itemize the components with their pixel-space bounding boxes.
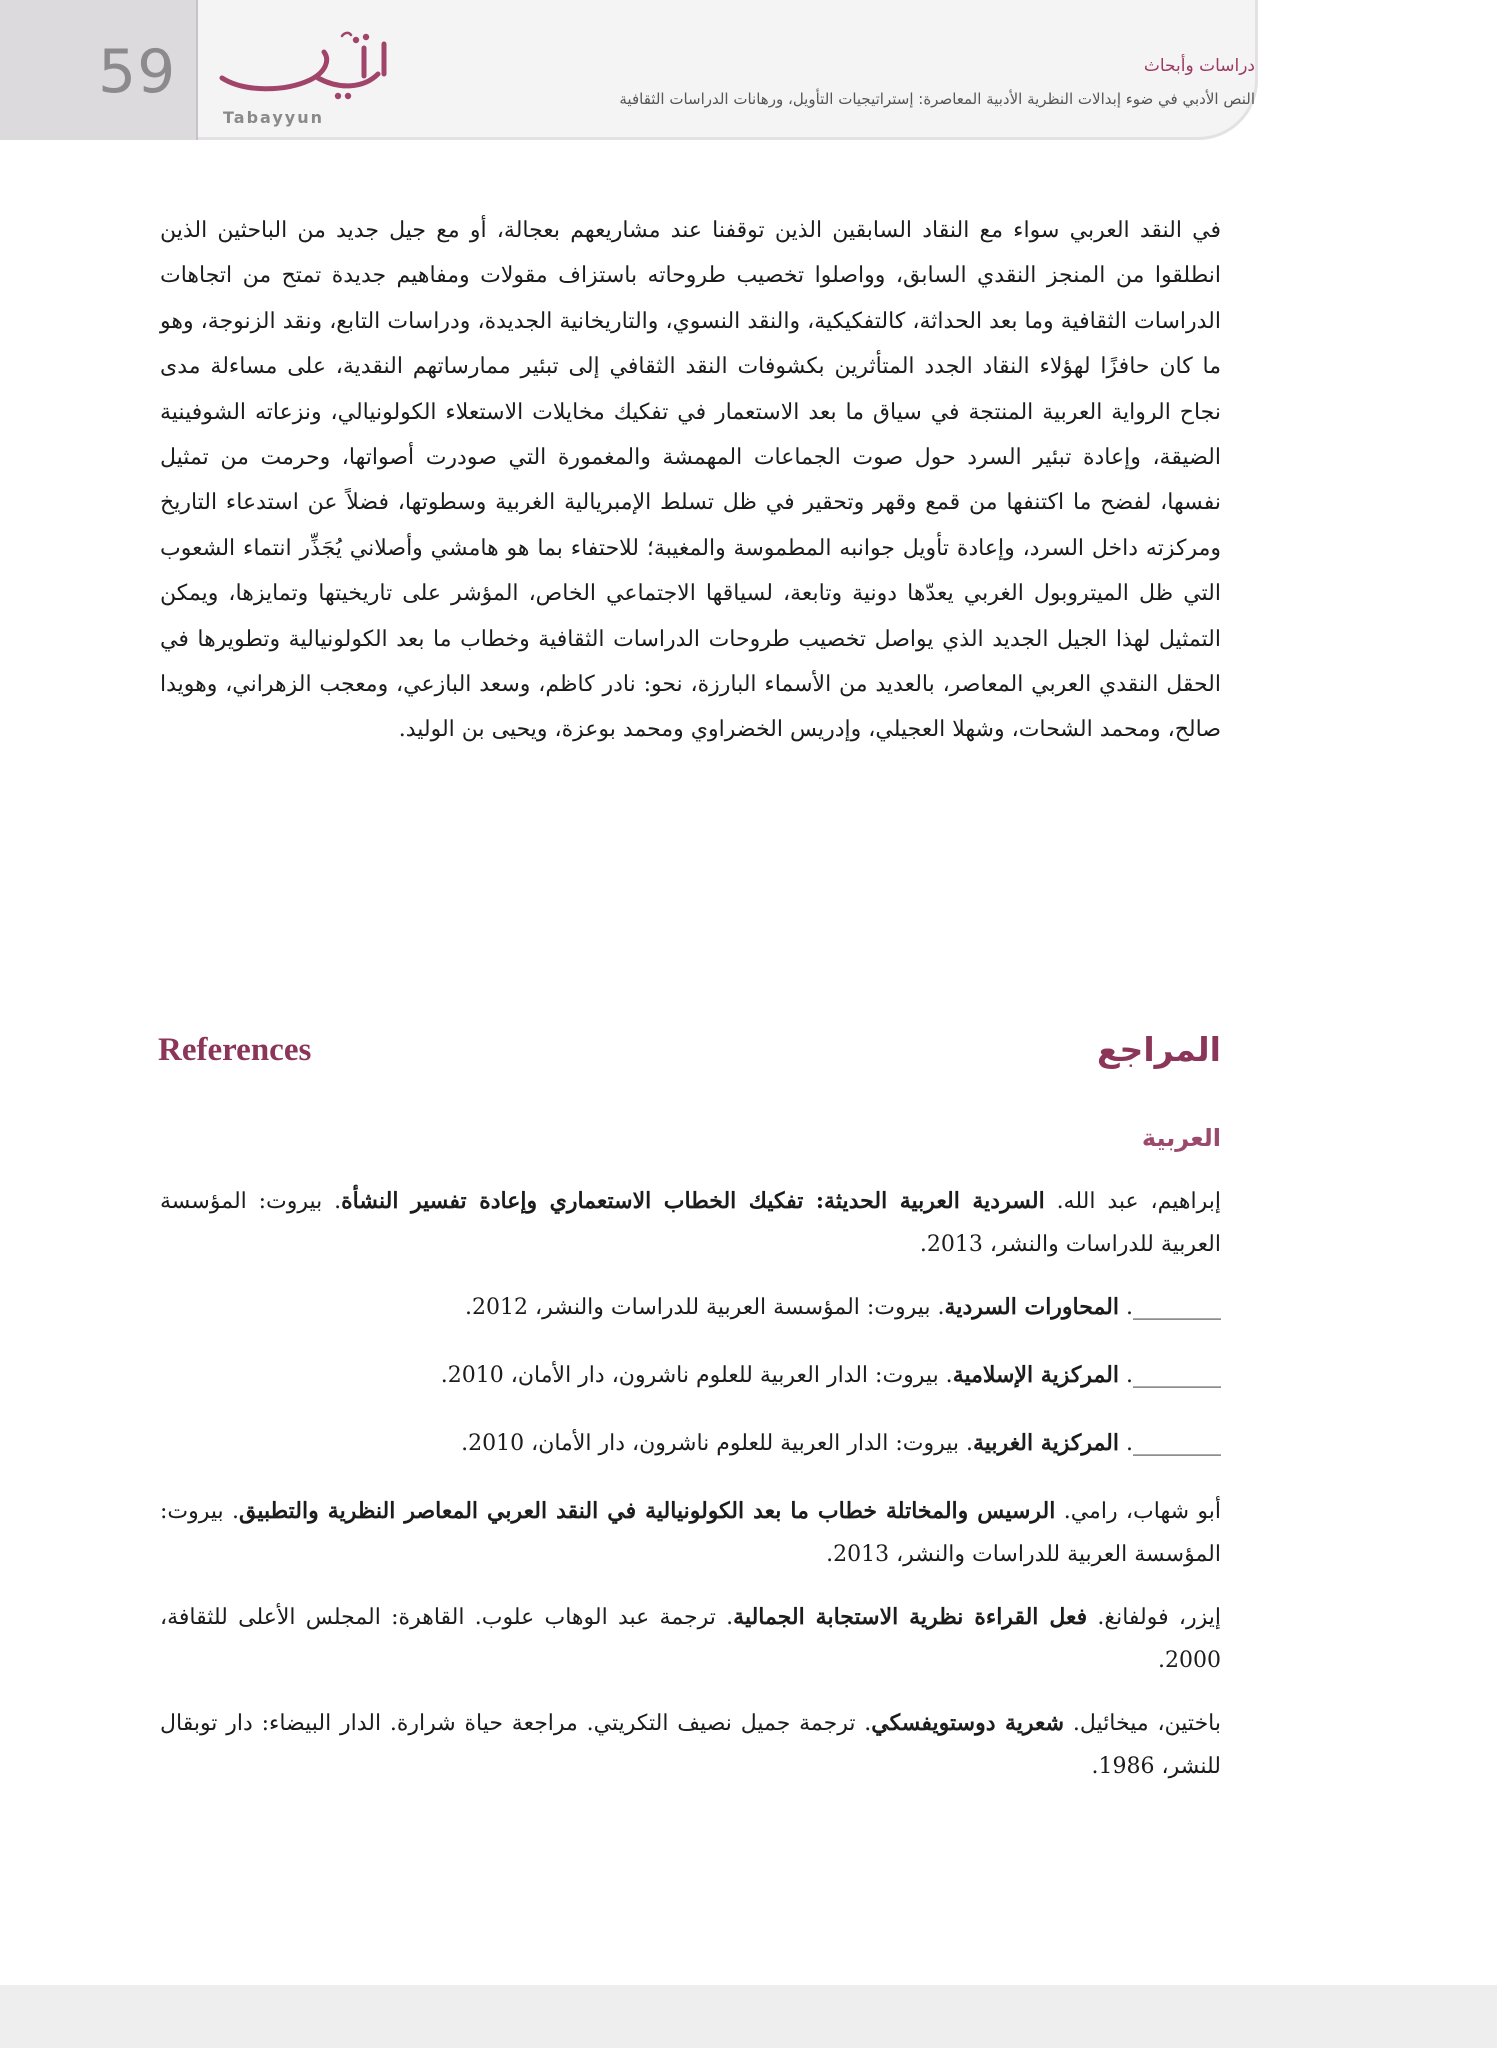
reference-title: شعرية دوستويفسكي [871, 1710, 1065, 1736]
page-number: 59 [98, 37, 177, 107]
reference-title: الرسيس والمخاتلة خطاب ما بعد الكولونيالية في النقد العربي المعاصر النظرية والتطبيق [239, 1498, 1056, 1524]
reference-item [160, 1180, 1221, 1266]
reference-publication: . بيروت: المؤسسة العربية للدراسات والنشر، 2013. [160, 1499, 1221, 1567]
reference-item [160, 1490, 1221, 1576]
reference-publication: . بيروت: الدار العربية للعلوم ناشرون، دار الأمان، 2010. [461, 1431, 973, 1456]
body-paragraph: في النقد العربي سواء مع النقاد السابقين الذين توقفنا عند مشاريعهم بعجالة، أو مع جيل جديد من الباحثين الذين انطلقوا من المنجز النقدي السابق، وواصلوا تخصيب طروحاته باستزاف مقولات ومفاهيم جديدة تمتح من اتجاهات الدراسات الثقافية وما بعد الحداثة، كالتفكيكية، والنقد النسوي، والتاريخانية الجديدة، ودراسات التابع، ونقد الزنوجة، وهو ما كان حافزًا لهؤلاء النقاد الجدد المتأثرين بكشوفات النقد الثقافي إلى تبئير ممارساتهم النقدية، على مساءلة مدى نجاح الرواية العربية المنتجة في سياق ما بعد الاستعمار في تفكيك مخايلات الاستعلاء الكولونيالي، ونزعاته الشوفينية الضيقة، وإعادة تبئير السرد حول صوت الجماعات المهمشة والمغمورة التي صودرت أصواتها، وحرمت من تمثيل نفسها، لفضح ما اكتنفها من قمع وقهر وتحقير في ظل تسلط الإمبريالية الغربية وسطوتها، فضلاً عن استدعاء التاريخ ومركزته داخل السرد، وإعادة تأويل جوانبه المطموسة والمغيبة؛ للاحتفاء بما هو هامشي وأصلاني يُجَذِّر انتماء الشعوب التي ظل الميتروبول الغربي يعدّها دونية وتابعة، لسياقها الاجتماعي الخاص، المؤشر على تاريخيتها وتمايزها، ويمكن التمثيل لهذا الجيل الجديد الذي يواصل تخصيب طروحات الدراسات الثقافية وخطاب ما بعد الكولونيالية وتطويرها في الحقل النقدي العربي المعاصر، بالعديد من الأسماء البارزة، نحو: نادر كاظم، وسعد البازعي، ومعجب الزهراني، وهويدا صالح، ومحمد الشحات، وشهلا العجيلي، وإدريس الخضراوي ومحمد بوعزة، ويحيى بن الوليد. [160, 218, 1221, 743]
logo-latin-text: Tabayyun [222, 108, 324, 127]
references-subheading-arabic: العربية [1141, 1124, 1221, 1152]
reference-author: ________. [1119, 1363, 1221, 1388]
reference-title: المركزية الإسلامية [952, 1362, 1119, 1388]
reference-title: المحاورات السردية [944, 1294, 1119, 1320]
reference-publication: . ترجمة عبد الوهاب علوب. القاهرة: المجلس الأعلى للثقافة، 2000. [160, 1605, 1221, 1673]
reference-author: أبو شهاب، رامي. [1055, 1499, 1221, 1524]
reference-item [160, 1422, 1221, 1465]
reference-title: السردية العربية الحديثة: تفكيك الخطاب الاستعماري وإعادة تفسير النشأة [341, 1188, 1045, 1214]
reference-publication: . بيروت: الدار العربية للعلوم ناشرون، دار الأمان، 2010. [440, 1363, 953, 1388]
reference-author: ________. [1119, 1295, 1221, 1320]
reference-author: ________. [1119, 1431, 1221, 1456]
header-divider [196, 0, 198, 140]
tabayyun-logo [214, 30, 404, 130]
reference-item [160, 1702, 1221, 1788]
reference-title: فعل القراءة نظرية الاستجابة الجمالية [733, 1604, 1088, 1630]
reference-publication: . بيروت: المؤسسة العربية للدراسات والنشر، 2013. [160, 1189, 1221, 1257]
reference-author: إيزر، فولفانغ. [1087, 1605, 1221, 1630]
references-heading-arabic: المراجع [1097, 1030, 1221, 1069]
reference-publication: . ترجمة جميل نصيف التكريتي. مراجعة حياة شرارة. الدار البيضاء: دار توبقال للنشر، 1986. [160, 1711, 1221, 1779]
reference-author: إبراهيم، عبد الله. [1044, 1189, 1221, 1214]
references-heading-english: References [158, 1032, 312, 1068]
running-title: النص الأدبي في ضوء إبدالات النظرية الأدبية المعاصرة: إستراتيجيات التأويل، ورهانات الدراسات الثقافية [619, 90, 1255, 108]
tabayyun-logo-glyph [214, 30, 404, 110]
page-number-box [0, 0, 196, 140]
reference-item [160, 1354, 1221, 1397]
reference-author: باختين، ميخائيل. [1064, 1711, 1221, 1736]
reference-publication: . بيروت: المؤسسة العربية للدراسات والنشر، 2012. [464, 1295, 945, 1320]
reference-item [160, 1286, 1221, 1329]
section-label: دراسات وأبحاث [1143, 56, 1255, 76]
references-list [160, 1180, 1221, 1808]
footer-band [0, 1985, 1497, 2048]
reference-title: المركزية الغربية [973, 1430, 1119, 1456]
reference-item [160, 1596, 1221, 1682]
